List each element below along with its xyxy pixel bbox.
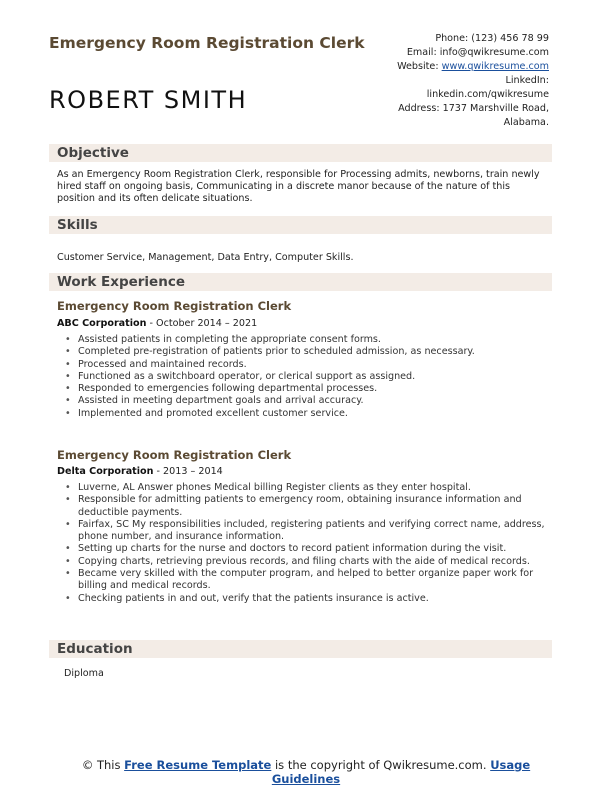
contact-address-line1: Address: 1737 Marshville Road, <box>398 103 549 114</box>
job-dates: - 2013 – 2014 <box>153 466 223 477</box>
contact-email: Email: info@qwikresume.com <box>406 47 549 58</box>
list-item: • Implemented and promoted excellent customer service. <box>64 408 549 420</box>
job-title: Emergency Room Registration Clerk <box>57 448 292 462</box>
list-item: • Processed and maintained records. <box>64 359 549 371</box>
website-label: Website: <box>397 61 442 72</box>
footer-middle: is the copyright of Qwikresume.com. <box>271 758 491 772</box>
free-resume-template-link[interactable]: Free Resume Template <box>124 758 272 772</box>
list-item: • Became very skilled with the computer program, and helped to better organize paper work for billing and medical records. <box>64 568 549 593</box>
job-title: Emergency Room Registration Clerk <box>57 299 292 313</box>
company-name: Delta Corporation <box>57 466 154 477</box>
list-item: • Copying charts, retrieving previous records, and filing charts with the aide of medical records. <box>64 556 549 568</box>
resume-job-title: Emergency Room Registration Clerk <box>49 34 365 52</box>
candidate-name: ROBERT SMITH <box>49 86 248 114</box>
section-heading-skills: Skills <box>49 216 552 234</box>
job-company-line <box>57 466 223 477</box>
job-bullet-list <box>64 482 549 605</box>
contact-linkedin-value: linkedin.com/qwikresume <box>426 89 549 100</box>
footer-copyright <box>60 758 552 786</box>
section-heading-work-experience: Work Experience <box>49 273 552 291</box>
footer-prefix: © This <box>81 758 125 772</box>
contact-linkedin-label: LinkedIn: <box>505 75 549 86</box>
skills-text: Customer Service, Management, Data Entry, Computer Skills. <box>57 252 354 263</box>
usage-guidelines-link[interactable]: Usage Guidelines <box>271 758 531 786</box>
list-item: • Completed pre-registration of patients prior to scheduled admission, as necessary. <box>64 346 549 358</box>
education-text: Diploma <box>64 668 104 679</box>
list-item: • Luverne, AL Answer phones Medical billing Register clients as they enter hospital. <box>64 482 549 494</box>
list-item: • Responded to emergencies following departmental processes. <box>64 383 549 395</box>
contact-block <box>309 32 549 130</box>
section-heading-objective: Objective <box>49 144 552 162</box>
contact-website <box>309 60 549 74</box>
job-dates: - October 2014 – 2021 <box>146 318 258 329</box>
contact-address-line2: Alabama. <box>503 117 549 128</box>
job-company-line <box>57 318 257 329</box>
website-link[interactable]: www.qwikresume.com <box>441 61 549 72</box>
list-item: • Assisted patients in completing the appropriate consent forms. <box>64 334 549 346</box>
contact-phone: Phone: (123) 456 78 99 <box>435 33 549 44</box>
list-item: • Checking patients in and out, verify that the patients insurance is active. <box>64 593 549 605</box>
list-item: • Assisted in meeting department goals and arrival accuracy. <box>64 395 549 407</box>
section-heading-education: Education <box>49 640 552 658</box>
list-item: • Setting up charts for the nurse and doctors to record patient information during the visit. <box>64 543 549 555</box>
list-item: • Responsible for admitting patients to emergency room, obtaining insurance information and deductible payments. <box>64 494 549 519</box>
list-item: • Fairfax, SC My responsibilities included, registering patients and verifying correct name, address, phone number, and insurance information. <box>64 519 549 544</box>
list-item: • Functioned as a switchboard operator, or clerical support as assigned. <box>64 371 549 383</box>
job-bullet-list <box>64 334 549 420</box>
company-name: ABC Corporation <box>57 318 147 329</box>
objective-text: As an Emergency Room Registration Clerk, responsible for Processing admits, newborns, train newly hired staff on ongoing basis, Communicating in a discrete manor because of the nature of this position and its often delicate situations. <box>57 169 540 204</box>
